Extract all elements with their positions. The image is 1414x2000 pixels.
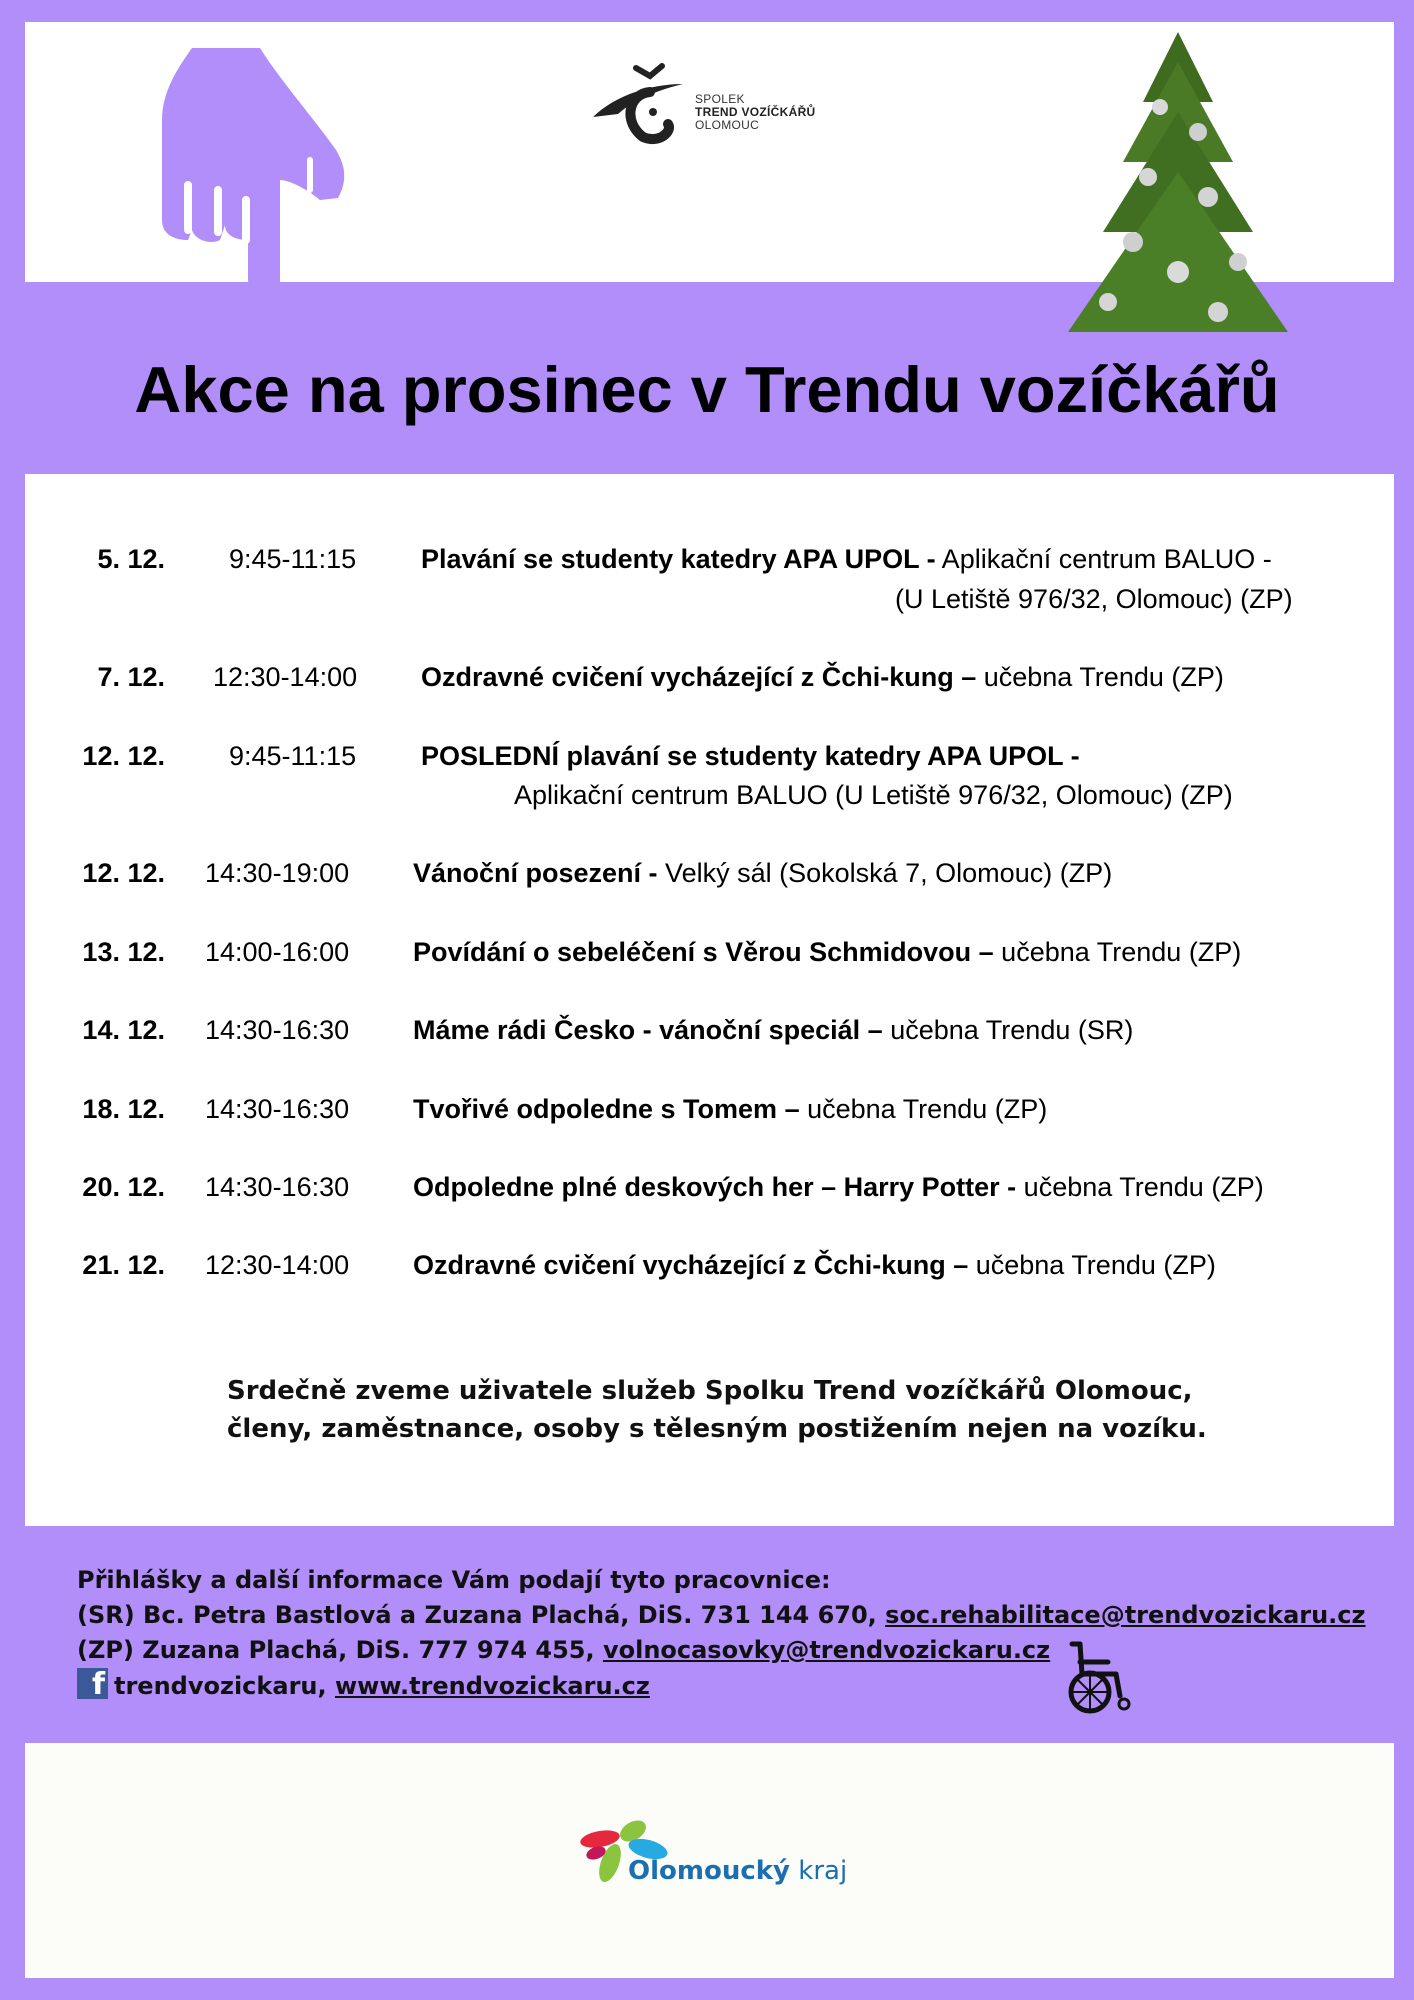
event-name: Odpoledne plné deskových her – Harry Potter - (413, 1172, 1017, 1202)
event-name: Plavání se studenty katedry APA UPOL - (421, 544, 936, 574)
pointing-hand-icon (140, 40, 380, 340)
event-name: Ozdravné cvičení vycházející z Čchi-kung – (413, 1250, 969, 1280)
event-date: 18. 12. (82, 1094, 165, 1124)
event-date: 20. 12. (82, 1172, 165, 1202)
sr-email-link[interactable]: soc.rehabilitace@trendvozickaru.cz (885, 1601, 1366, 1629)
event-date: 13. 12. (82, 937, 165, 967)
event-place: učebna Trendu (ZP) (976, 662, 1224, 692)
facebook-name: trendvozickaru, (114, 1672, 335, 1700)
contact-web (77, 1668, 1366, 1704)
event-time: 14:30-16:30 (205, 1015, 350, 1045)
event-time: 14:30-16:30 (205, 1094, 350, 1124)
invitation-line-2: členy, zaměstnance, osoby s tělesným postižením nejen na vozíku. (227, 1414, 1207, 1444)
sponsor-name-bold: Olomoucký (628, 1856, 790, 1886)
trend-logo-icon (588, 62, 698, 147)
events-panel (25, 474, 1394, 1526)
invitation-line-1: Srdečně zveme uživatele služeb Spolku Trend vozíčkářů Olomouc, (227, 1376, 1193, 1406)
event-name: Máme rádi Česko - vánoční speciál – (413, 1015, 883, 1045)
event-place: Aplikační centrum BALUO - (935, 544, 1272, 574)
event-time: 14:30-19:00 (205, 858, 350, 888)
event-place-continued: Aplikační centrum BALUO (U Letiště 976/32, Olomouc) (ZP) (514, 780, 1233, 810)
event-time: 9:45-11:15 (229, 741, 357, 771)
event-date: 14. 12. (82, 1015, 165, 1045)
event-place: učebna Trendu (ZP) (1016, 1172, 1264, 1202)
event-date: 12. 12. (82, 741, 165, 771)
contact-sr-text: (SR) Bc. Petra Bastlová a Zuzana Plachá, DiS. 731 144 670, (77, 1601, 886, 1629)
event-name: Ozdravné cvičení vycházející z Čchi-kung – (421, 662, 977, 692)
logo-line-3: OLOMOUC (695, 118, 760, 132)
olomoucky-kraj-logo-text (628, 1856, 847, 1886)
wheelchair-icon (1064, 1640, 1134, 1716)
event-place: učebna Trendu (ZP) (799, 1094, 1048, 1124)
event-place: Velký sál (Sokolská 7, Olomouc) (ZP) (657, 858, 1113, 888)
website-link[interactable]: www.trendvozickaru.cz (334, 1672, 650, 1700)
event-place: učebna Trendu (ZP) (993, 937, 1242, 967)
logo-line-1: SPOLEK (695, 92, 745, 106)
event-time: 9:45-11:15 (229, 544, 357, 574)
contact-zp (77, 1633, 1366, 1668)
event-name: POSLEDNÍ plavání se studenty katedry APA UPOL - (421, 741, 1080, 771)
invitation-text (227, 1372, 1207, 1448)
event-time: 12:30-14:00 (205, 1250, 350, 1280)
sponsor-name-rest: kraj (790, 1856, 848, 1886)
event-place: učebna Trendu (ZP) (968, 1250, 1216, 1280)
event-name: Tvořivé odpoledne s Tomem – (413, 1094, 800, 1124)
event-name: Vánoční posezení - (413, 858, 658, 888)
christmas-tree-icon (1048, 32, 1308, 342)
event-name: Povídání o sebeléčení s Věrou Schmidovou – (413, 937, 994, 967)
event-place-continued: (U Letiště 976/32, Olomouc) (ZP) (895, 584, 1293, 614)
event-date: 21. 12. (82, 1250, 165, 1280)
zp-email-link[interactable]: volnocasovky@trendvozickaru.cz (602, 1636, 1051, 1664)
event-time: 14:30-16:30 (205, 1172, 350, 1202)
event-date: 12. 12. (82, 858, 165, 888)
facebook-icon[interactable]: f (77, 1668, 108, 1699)
event-time: 12:30-14:00 (213, 662, 358, 692)
event-place: učebna Trendu (SR) (882, 1015, 1134, 1045)
event-time: 14:00-16:00 (205, 937, 350, 967)
event-date: 7. 12. (97, 662, 165, 692)
contact-zp-text: (ZP) Zuzana Plachá, DiS. 777 974 455, (77, 1636, 603, 1664)
page-title: Akce na prosinec v Trendu vozíčkářů (134, 353, 1280, 426)
contacts-heading: Přihlášky a další informace Vám podají tyto pracovnice: (77, 1566, 831, 1594)
logo-line-2: TREND VOZÍČKÁŘŮ (695, 105, 816, 119)
contact-sr (77, 1598, 1366, 1633)
event-date: 5. 12. (97, 544, 165, 574)
logo-text (695, 93, 816, 132)
contacts-block (77, 1563, 1366, 1704)
